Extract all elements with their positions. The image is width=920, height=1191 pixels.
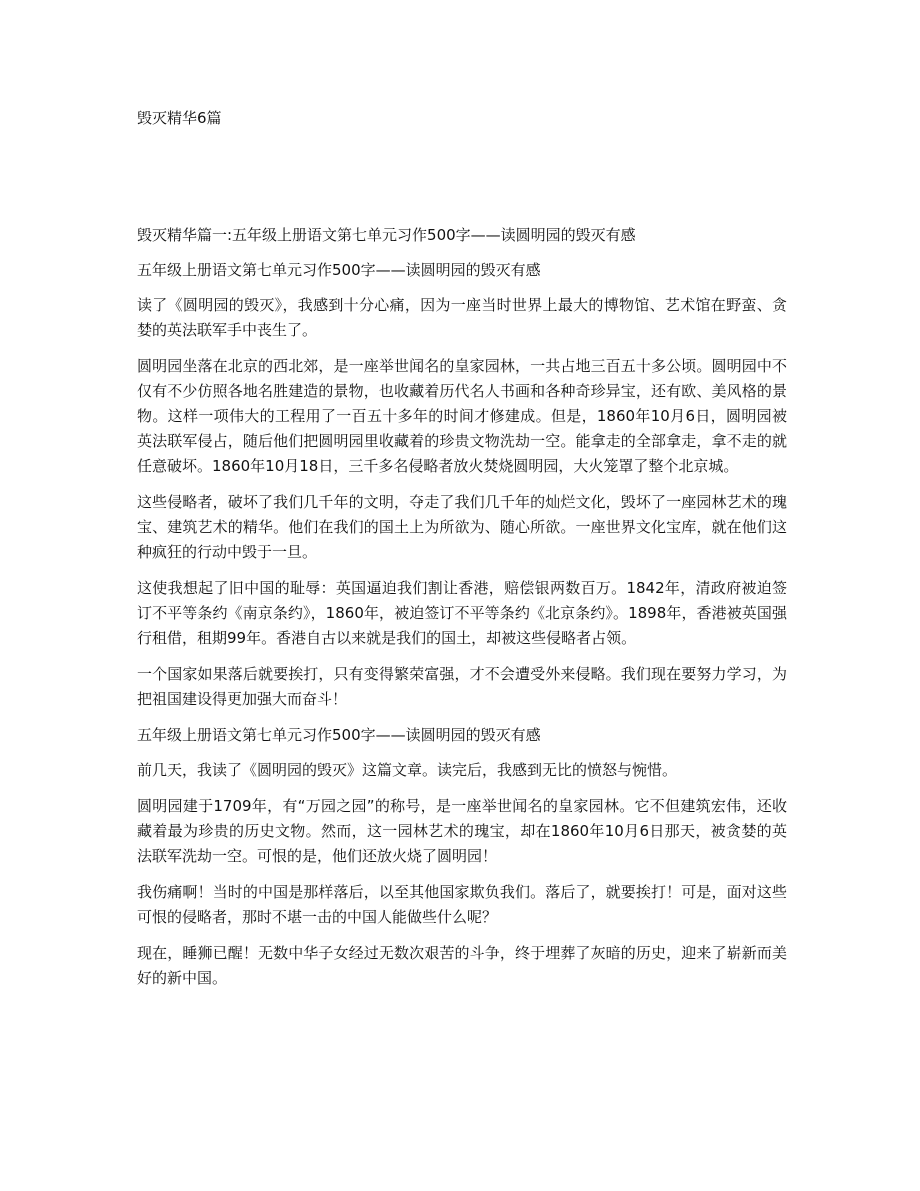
paragraph: 这些侵略者，破坏了我们几千年的文明，夺走了我们几千年的灿烂文化，毁坏了一座园林艺术的瑰宝、建筑艺术的精华。他们在我们的国土上为所欲为、随心所欲。一座世界文化宝库，就在他们这种疯狂的行动中毁于一旦。 — [137, 493, 787, 561]
paragraph: 现在，睡狮已醒！无数中华子女经过无数次艰苦的斗争，终于埋葬了灰暗的历史，迎来了崭新而美好的新中国。 — [137, 944, 787, 987]
paragraph: 这使我想起了旧中国的耻辱：英国逼迫我们割让香港，赔偿银两数百万。1842年，清政府被迫签订不平等条约《南京条约》，1860年，被迫签订不平等条约《北京条约》。1898年，香港被英国强行租借，租期99年。香港自古以来就是我们的国土，却被这些侵略者占领。 — [137, 579, 787, 647]
paragraph: 圆明园坐落在北京的西北郊，是一座举世闻名的皇家园林，一共占地三百五十多公顷。圆明园中不仅有不少仿照各地名胜建造的景物，也收藏着历代名人书画和各种奇珍异宝，还有欧、美风格的景物。这样一项伟大的工程用了一百五十多年的时间才修建成。但是，1860年10月6日，圆明园被英法联军侵占，随后他们把圆明园里收藏着的珍贵文物洗劫一空。能拿走的全部拿走，拿不走的就任意破坏。1860年10月18日，三千多名侵略者放火焚烧圆明园，大火笼罩了整个北京城。 — [137, 357, 787, 475]
essay-title: 五年级上册语文第七单元习作500字——读圆明园的毁灭有感 — [137, 726, 541, 744]
paragraph: 前几天，我读了《圆明园的毁灭》这篇文章。读完后，我感到无比的愤怒与惋惜。 — [137, 761, 678, 779]
paragraph: 一个国家如果落后就要挨打，只有变得繁荣富强，才不会遭受外来侵略。我们现在要努力学习，为把祖国建设得更加强大而奋斗！ — [137, 665, 787, 708]
essay-title: 五年级上册语文第七单元习作500字——读圆明园的毁灭有感 — [137, 261, 541, 279]
section-heading: 毁灭精华篇一:五年级上册语文第七单元习作500字——读圆明园的毁灭有感 — [137, 226, 636, 244]
paragraph: 读了《圆明园的毁灭》，我感到十分心痛，因为一座当时世界上最大的博物馆、艺术馆在野蛮、贪婪的英法联军手中丧生了。 — [137, 296, 787, 339]
paragraph: 我伤痛啊！当时的中国是那样落后，以至其他国家欺负我们。落后了，就要挨打！可是，面对这些可恨的侵略者，那时不堪一击的中国人能做些什么呢？ — [137, 883, 787, 926]
document-title: 毁灭精华6篇 — [137, 109, 222, 127]
document-body — [137, 223, 787, 1002]
paragraph: 圆明园建于1709年，有“万园之园”的称号，是一座举世闻名的皇家园林。它不但建筑宏伟，还收藏着最为珍贵的历史文物。然而，这一园林艺术的瑰宝，却在1860年10月6日那天，被贪婪的英法联军洗劫一空。可恨的是，他们还放火烧了圆明园！ — [137, 797, 787, 865]
